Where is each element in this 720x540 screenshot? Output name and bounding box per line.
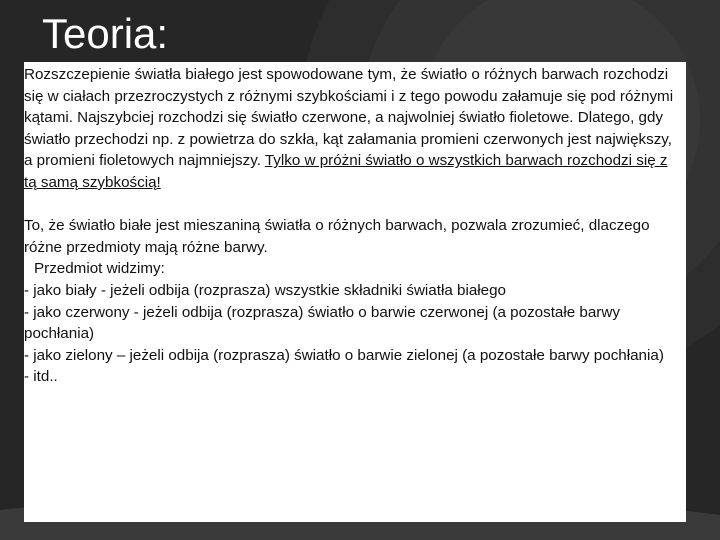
paragraph-gap	[24, 194, 684, 216]
paragraph-dispersion	[24, 64, 684, 194]
list-item-green: - jako zielony – jeżeli odbija (rozprasza) światło o barwie zielonej (a pozostałe barwy pochłania)	[24, 346, 664, 364]
paragraph-dispersion-text: Rozszczepienie światła białego jest spowodowane tym, że światło o różnych barwach rozchodzi się w ciałach przezroczystych z różnymi szybkościami i z tego powodu załamuje się pod różnymi kątami. Najszybciej rozchodzi się światło czerwone, a najwolniej światło fioletowe. Dlatego, gdy światło przechodzi np. z powietrza do szkła, kąt załamania promieni czerwonych jest największy, a promieni fioletowych najmniejszy.	[24, 66, 674, 170]
paragraph-dispersion-underlined: Tylko w próżni światło o wszystkich barwach rozchodzi się z tą samą szybkością!	[24, 152, 668, 191]
list-item-white: - jako biały - jeżeli odbija (rozprasza) wszystkie składniki światła białego	[24, 281, 506, 299]
list-item-red: - jako czerwony - jeżeli odbija (rozprasza) światło o barwie czerwonej (a pozostałe barwy pochłania)	[24, 303, 620, 343]
paragraph-colors-intro-text: To, że światło białe jest mieszaniną światła o różnych barwach, pozwala zrozumieć, dlaczego różne przedmioty mają różne barwy.	[24, 217, 650, 256]
body-text	[24, 64, 684, 388]
object-visibility-lead: Przedmiot widzimy:	[34, 260, 165, 278]
paragraph-colors-intro	[24, 215, 684, 258]
slide-title: Teoria:	[42, 10, 169, 57]
list-item-etc: - itd..	[24, 368, 58, 386]
